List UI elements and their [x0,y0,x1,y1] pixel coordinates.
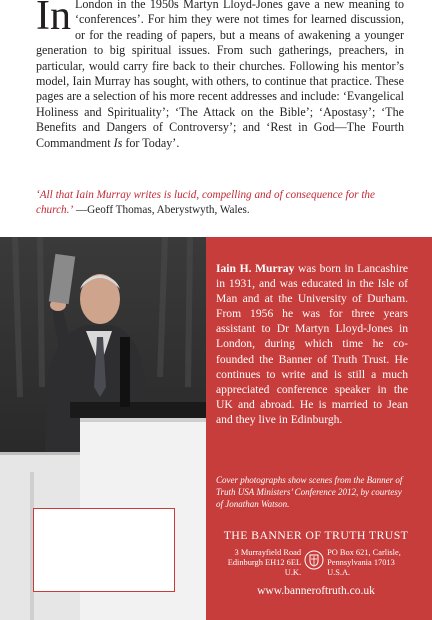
description-section [0,0,432,237]
barcode-area [33,508,175,592]
photo-credit: Cover photographs show scenes from the Banner of Truth USA Ministers’ Conference 2012, by courtesy of Jonathan Watson. [216,475,403,509]
uk-address-line: 3 Murrayfield Road [234,548,302,557]
author-bio [216,261,408,427]
intro-tail: for Today’. [122,135,180,150]
us-address-line: Pennsylvania 17013 [327,558,395,568]
us-address-line: PO Box 621, Carlisle, [327,548,401,557]
uk-address-line: Edinburgh EH12 6EL [227,558,302,568]
intro-text: London in the 1950s Martyn Lloyd-Jones gave a new meaning to ‘conferences’. For him they were not times for learned discussion, or for the reading of papers, but a means of awakening a younger generation to big spiritual issues. From such gatherings, preachers, in particular, would carry fire back to their churches. Following his mentor’s model, Iain Murray has sought, with others, to continue that practice. These pages are a selection of his more recent addresses and include: ‘Evangelical Holiness and Spirituality’; ‘The Attack on the Bible’; ‘Apostasy’; ‘The Benefits and Dangers of Controversy’; and ‘Rest in God—The Fourth Commandment [36,0,404,150]
us-address-line: U.S.A. [327,568,351,578]
us-address [327,548,416,579]
author-name: Iain H. Murray [216,262,295,275]
publisher-name: THE BANNER OF TRUTH TRUST [223,528,409,542]
uk-address [216,548,301,579]
endorsement-quote: ‘All that Iain Murray writes is lucid, compelling and of consequence for the church.’ [36,189,375,216]
banner-of-truth-shield-icon [304,550,324,570]
publisher-addresses [216,548,416,579]
endorsement-source: —Geoff Thomas, Aberystwyth, Wales. [73,204,250,216]
intro-paragraph [36,0,404,151]
publisher-website: www.banneroftruth.co.uk [257,584,375,597]
publisher-block [216,528,416,597]
drop-cap: In [36,0,71,39]
intro-emphasis: Is [113,135,123,150]
endorsement [36,188,406,218]
uk-address-line: U.K. [284,568,302,578]
author-bio-text: was born in Lancashire in 1931, and was educated in the Isle of Man and at the University of Durham. From 1956 he was for three years assistant to Dr Martyn Lloyd-Jones in London, during which time he co-founded the Banner of Truth Trust. He continues to write and is still a much appreciated conference speaker in the UK and abroad. He is married to Jean and they live in Edinburgh. [216,262,409,426]
